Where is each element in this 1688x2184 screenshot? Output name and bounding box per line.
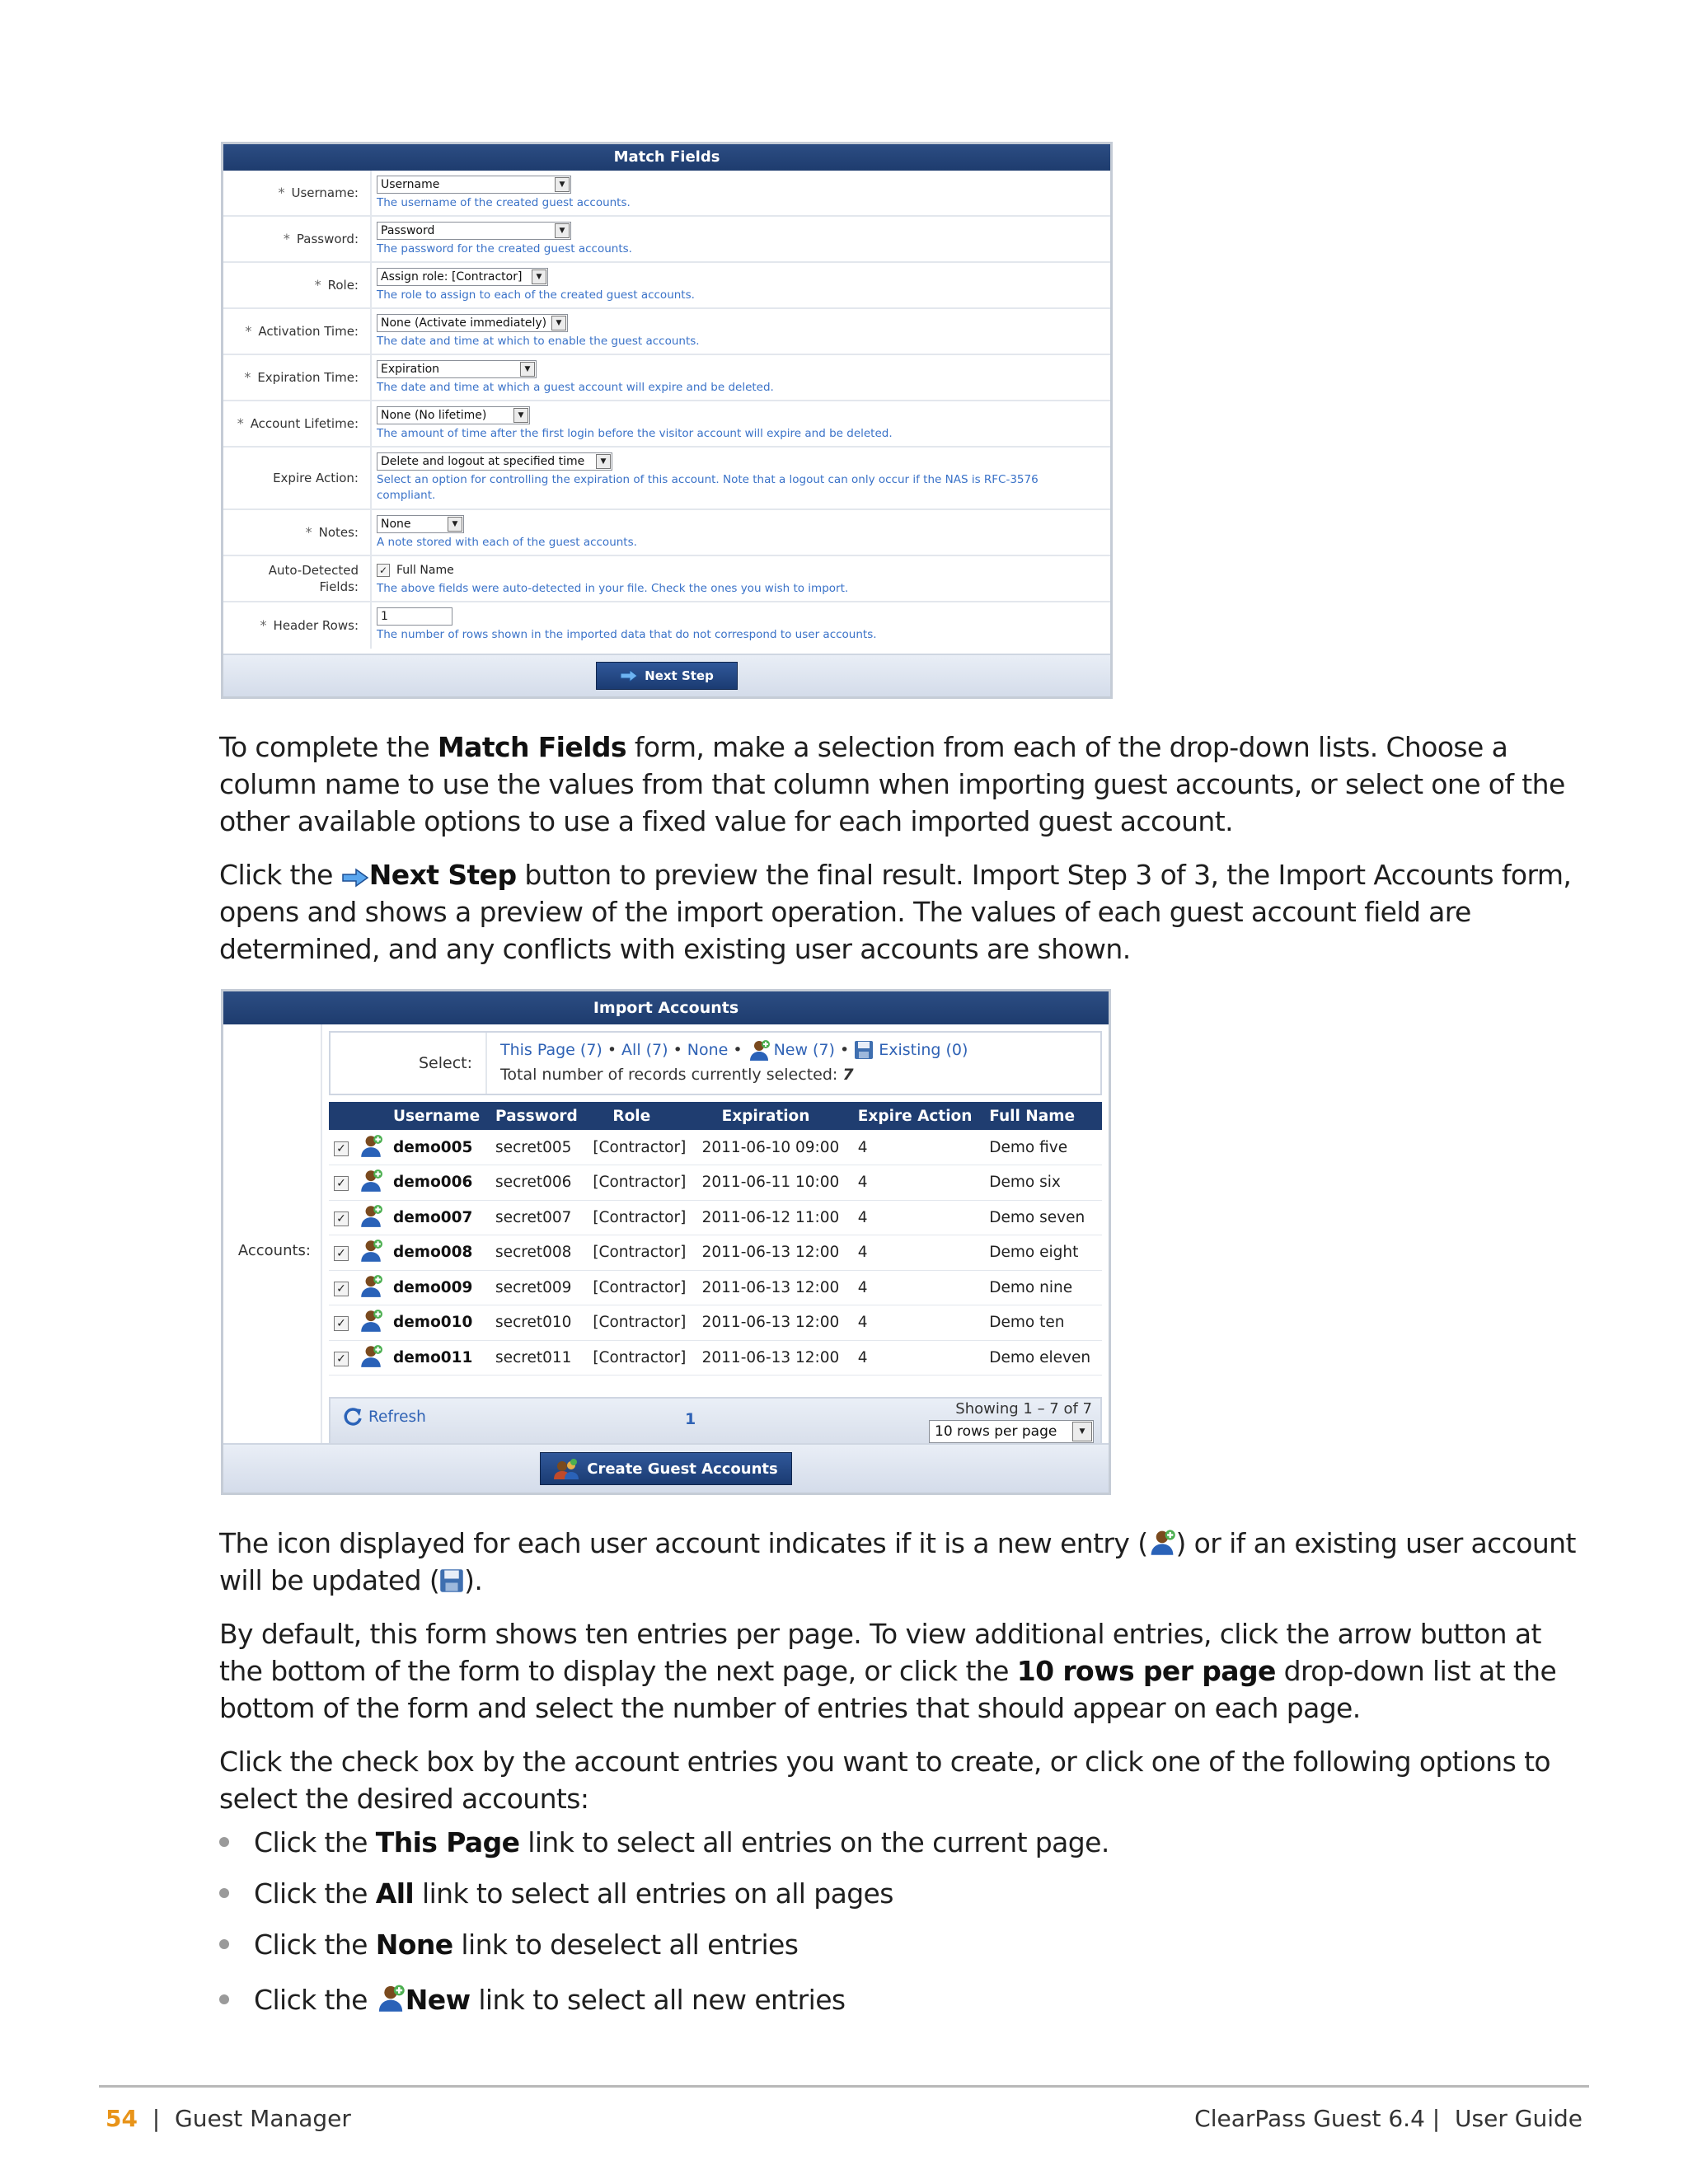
next-step-button[interactable]: Next Step <box>596 662 738 690</box>
field-label: Expiration Time: <box>257 370 359 385</box>
col-password[interactable]: Password <box>490 1102 588 1130</box>
new-user-icon <box>1148 1528 1176 1556</box>
bullet-new: Click the New link to select all new entries <box>219 1983 846 2016</box>
chevron-down-icon: ▼ <box>532 269 546 284</box>
refresh-icon <box>342 1407 363 1427</box>
chevron-down-icon: ▼ <box>520 362 535 377</box>
cell-username: demo006 <box>388 1165 490 1201</box>
col-role[interactable]: Role <box>588 1102 696 1130</box>
form-row-auto-detected-fields <box>223 556 1110 602</box>
paragraph-icon-legend: The icon displayed for each user account indicates if it is a new entry ( ) or if an existing user account will be updated ( ). <box>219 1527 1576 1596</box>
table-row[interactable] <box>329 1235 1102 1271</box>
cell-role: [Contractor] <box>588 1165 696 1201</box>
cell-expiration: 2011-06-13 12:00 <box>697 1235 853 1271</box>
cell-icon <box>354 1340 388 1376</box>
link-all[interactable]: All (7) <box>621 1041 668 1059</box>
activation-time-select[interactable]: None (Activate immediately) ▼ <box>377 314 568 332</box>
cell-role: [Contractor] <box>588 1200 696 1235</box>
cell-role: [Contractor] <box>588 1235 696 1271</box>
form-row-header-rows: * Header Rows: 1 The number of rows shown in the imported data that do not correspond to user accounts. <box>223 602 1110 649</box>
field-hint: The number of rows shown in the imported data that do not correspond to user accounts. <box>377 628 877 641</box>
cell-icon <box>354 1235 388 1271</box>
cell-full-name: Demo eleven <box>984 1340 1102 1376</box>
bullet-all: Click the All link to select all entries on all pages <box>219 1877 893 1910</box>
cell-full-name: Demo five <box>984 1130 1102 1165</box>
cell-password: secret007 <box>490 1200 588 1235</box>
field-hint: The role to assign to each of the created guest accounts. <box>377 288 695 302</box>
field-hint: The above fields were auto-detected in your file. Check the ones you wish to import. <box>377 582 849 595</box>
cell-password: secret005 <box>490 1130 588 1165</box>
new-user-icon <box>376 1983 406 2013</box>
footer-right <box>1194 2105 1582 2132</box>
field-hint: The date and time at which to enable the guest accounts. <box>377 335 700 348</box>
expire-action-select[interactable]: Delete and logout at specified time ▼ <box>377 452 612 471</box>
row-checkbox[interactable]: ✓ <box>334 1282 349 1296</box>
form-row-username: * Username: Username ▼ The username of the created guest accounts. <box>223 171 1110 217</box>
cell-password: secret011 <box>490 1340 588 1376</box>
expiration-time-select[interactable]: Expiration ▼ <box>377 360 537 378</box>
field-label: Header Rows: <box>273 618 359 633</box>
rows-per-page-select[interactable]: 10 rows per page ▼ <box>929 1420 1094 1443</box>
refresh-button[interactable]: Refresh <box>342 1407 426 1427</box>
match-fields-form <box>221 142 1113 699</box>
section-name: Guest Manager <box>175 2105 351 2132</box>
cell-icon <box>354 1305 388 1341</box>
link-this-page[interactable]: This Page (7) <box>500 1041 603 1059</box>
role-select[interactable]: Assign role: [Contractor] ▼ <box>377 268 548 286</box>
arrow-right-icon <box>341 868 369 888</box>
notes-select[interactable]: None ▼ <box>377 515 464 533</box>
cell-icon <box>354 1165 388 1201</box>
new-user-icon <box>748 1039 771 1061</box>
cell-password: secret010 <box>490 1305 588 1341</box>
chevron-down-icon: ▼ <box>513 408 528 423</box>
create-accounts-icon <box>554 1458 579 1479</box>
chevron-down-icon: ▼ <box>551 316 566 330</box>
form-row-notes: * Notes: None ▼ A note stored with each of the guest accounts. <box>223 510 1110 556</box>
cell-icon <box>329 1340 354 1376</box>
link-new[interactable]: New (7) <box>773 1041 835 1059</box>
create-guest-accounts-button[interactable]: Create Guest Accounts <box>540 1452 792 1485</box>
cell-expire-action: 4 <box>853 1305 984 1341</box>
header-rows-input[interactable]: 1 <box>377 607 452 626</box>
cell-expire-action: 4 <box>853 1130 984 1165</box>
form-row-role: * Role: Assign role: [Contractor] ▼ The role to assign to each of the created guest accounts. <box>223 263 1110 309</box>
row-checkbox[interactable]: ✓ <box>334 1141 349 1156</box>
cell-username: demo007 <box>388 1200 490 1235</box>
table-footer <box>329 1397 1102 1448</box>
page-number: 54 <box>106 2105 138 2132</box>
form-row-expiration-time: * Expiration Time: Expiration ▼ The date and time at which a guest account will expire and be deleted. <box>223 355 1110 401</box>
cell-full-name: Demo nine <box>984 1270 1102 1305</box>
col-full-name[interactable]: Full Name <box>984 1102 1102 1130</box>
cell-username: demo009 <box>388 1270 490 1305</box>
chevron-down-icon: ▼ <box>555 223 570 238</box>
field-label: Auto-Detected Fields: <box>268 563 359 594</box>
full-name-checkbox[interactable]: ✓ <box>377 564 390 577</box>
footer-divider <box>99 2085 1589 2088</box>
accounts-table <box>329 1102 1102 1376</box>
table-row[interactable] <box>329 1200 1102 1235</box>
cell-expiration: 2011-06-10 09:00 <box>697 1130 853 1165</box>
new-user-icon <box>359 1309 383 1332</box>
field-hint: Select an option for controlling the expiration of this account. Note that a logout can only occur if the NAS is RFC-3576 compliant. <box>377 473 1039 502</box>
cell-password: secret009 <box>490 1270 588 1305</box>
link-none[interactable]: None <box>687 1041 729 1059</box>
row-checkbox[interactable]: ✓ <box>334 1246 349 1261</box>
row-checkbox[interactable]: ✓ <box>334 1352 349 1366</box>
form-row-account-lifetime: * Account Lifetime: None (No lifetime) ▼ The amount of time after the first login before the visitor account will expire and be deleted. <box>223 401 1110 448</box>
cell-username: demo008 <box>388 1235 490 1271</box>
row-checkbox[interactable]: ✓ <box>334 1316 349 1331</box>
import-footer <box>223 1443 1109 1493</box>
col-username[interactable]: Username <box>388 1102 490 1130</box>
checkbox-label: Full Name <box>396 564 454 577</box>
form-footer <box>223 654 1110 696</box>
new-user-icon <box>359 1134 383 1157</box>
cell-icon <box>354 1130 388 1165</box>
cell-role: [Contractor] <box>588 1130 696 1165</box>
link-existing[interactable]: Existing (0) <box>879 1041 968 1059</box>
field-label: Account Lifetime: <box>250 416 359 431</box>
cell-full-name: Demo ten <box>984 1305 1102 1341</box>
field-label: Activation Time: <box>258 324 359 339</box>
accounts-label: Accounts: <box>223 1024 322 1476</box>
cell-icon <box>329 1200 354 1235</box>
doc-name: User Guide <box>1455 2105 1582 2132</box>
cell-role: [Contractor] <box>588 1305 696 1341</box>
col-expiration[interactable]: Expiration <box>697 1102 853 1130</box>
cell-expire-action: 4 <box>853 1235 984 1271</box>
new-user-icon <box>359 1239 383 1262</box>
cell-icon <box>354 1270 388 1305</box>
chevron-down-icon: ▼ <box>448 517 462 532</box>
cell-expiration: 2011-06-11 10:00 <box>697 1165 853 1201</box>
cell-password: secret008 <box>490 1235 588 1271</box>
product-name: ClearPass Guest 6.4 | <box>1194 2105 1441 2132</box>
cell-expiration: 2011-06-13 12:00 <box>697 1270 853 1305</box>
page-number-link[interactable]: 1 <box>685 1410 696 1428</box>
cell-username: demo005 <box>388 1130 490 1165</box>
new-user-icon <box>359 1169 383 1192</box>
paragraph-default-entries: By default, this form shows ten entries per page. To view additional entries, click the arrow button at the bottom of the form to display the next page, or click the 10 rows per page drop-down list at the bottom of the form and select the number of entries that should appear on each page. <box>219 1618 1557 1724</box>
field-hint: The password for the created guest accounts. <box>377 242 632 255</box>
password-select[interactable]: Password ▼ <box>377 222 571 240</box>
cell-expiration: 2011-06-12 11:00 <box>697 1200 853 1235</box>
cell-expire-action: 4 <box>853 1200 984 1235</box>
account-lifetime-select[interactable]: None (No lifetime) ▼ <box>377 406 530 424</box>
selection-bar: Select: This Page (7) • All (7) • None • New (7) • Existing (0) Total number of records currently selected: 7 <box>329 1031 1102 1095</box>
field-label: Password: <box>296 232 359 246</box>
paragraph-next-step: Click the Next Step button to preview the final result. Import Step 3 of 3, the Import Accounts form, opens and shows a preview of the import operation. The values of each guest account field are determined, and any conflicts with existing user accounts are shown. <box>219 859 1572 965</box>
cell-full-name: Demo eight <box>984 1235 1102 1271</box>
field-hint: The amount of time after the first login before the visitor account will expire and be deleted. <box>377 427 893 440</box>
form-row-activation-time: * Activation Time: None (Activate immediately) ▼ The date and time at which to enable the guest accounts. <box>223 309 1110 355</box>
cell-username: demo011 <box>388 1340 490 1376</box>
import-accounts-form <box>221 989 1111 1495</box>
chevron-down-icon: ▼ <box>1072 1422 1092 1441</box>
paragraph-select-options: Click the check box by the account entries you want to create, or click one of the following options to select the desired accounts: <box>219 1746 1551 1815</box>
field-label: Username: <box>291 185 359 200</box>
cell-expiration: 2011-06-13 12:00 <box>697 1305 853 1341</box>
cell-full-name: Demo seven <box>984 1200 1102 1235</box>
table-row[interactable] <box>329 1165 1102 1201</box>
cell-icon <box>329 1130 354 1165</box>
new-user-icon <box>359 1204 383 1227</box>
cell-icon <box>329 1165 354 1201</box>
field-hint: A note stored with each of the guest accounts. <box>377 536 637 549</box>
field-label: Expire Action: <box>273 471 359 485</box>
total-selected: Total number of records currently selected: 7 <box>500 1066 854 1084</box>
username-select[interactable]: Username ▼ <box>377 176 571 194</box>
table-row[interactable] <box>329 1130 1102 1165</box>
row-checkbox[interactable]: ✓ <box>334 1212 349 1226</box>
field-label: Notes: <box>318 525 359 540</box>
cell-role: [Contractor] <box>588 1270 696 1305</box>
bullet-none: Click the None link to deselect all entries <box>219 1929 798 1961</box>
select-label: Select: <box>331 1033 487 1094</box>
table-row[interactable] <box>329 1305 1102 1341</box>
cell-icon <box>354 1200 388 1235</box>
cell-expire-action: 4 <box>853 1270 984 1305</box>
col-expire-action[interactable]: Expire Action <box>853 1102 984 1130</box>
cell-icon <box>329 1305 354 1341</box>
table-header-row <box>329 1102 1102 1130</box>
form-row-expire-action <box>223 448 1110 510</box>
cell-full-name: Demo six <box>984 1165 1102 1201</box>
import-accounts-title: Import Accounts <box>223 991 1109 1024</box>
new-user-icon <box>359 1274 383 1297</box>
field-label: Role: <box>327 278 359 293</box>
new-user-icon <box>359 1344 383 1367</box>
field-hint: The username of the created guest accounts. <box>377 196 631 209</box>
showing-count: Showing 1 – 7 of 7 <box>955 1400 1092 1418</box>
field-hint: The date and time at which a guest account will expire and be deleted. <box>377 381 774 394</box>
floppy-disk-icon <box>854 1040 874 1060</box>
cell-expire-action: 4 <box>853 1340 984 1376</box>
row-checkbox[interactable]: ✓ <box>334 1176 349 1191</box>
table-row[interactable] <box>329 1340 1102 1376</box>
table-row[interactable] <box>329 1270 1102 1305</box>
chevron-down-icon: ▼ <box>596 454 611 469</box>
arrow-right-icon <box>620 670 638 682</box>
cell-icon <box>329 1270 354 1305</box>
cell-password: secret006 <box>490 1165 588 1201</box>
cell-username: demo010 <box>388 1305 490 1341</box>
cell-icon <box>329 1235 354 1271</box>
paragraph-match-fields: To complete the Match Fields form, make a selection from each of the drop-down lists. Choose a column name to use the values from that column when importing guest accounts, or select one of the other available options to use a fixed value for each imported guest account. <box>219 731 1565 837</box>
match-fields-title: Match Fields <box>223 144 1110 171</box>
cell-expire-action: 4 <box>853 1165 984 1201</box>
floppy-disk-icon <box>439 1568 464 1593</box>
chevron-down-icon: ▼ <box>555 177 570 192</box>
form-row-password: * Password: Password ▼ The password for the created guest accounts. <box>223 217 1110 263</box>
cell-role: [Contractor] <box>588 1340 696 1376</box>
footer-left: 54 | Guest Manager <box>106 2105 351 2132</box>
cell-expiration: 2011-06-13 12:00 <box>697 1340 853 1376</box>
bullet-this-page: Click the This Page link to select all entries on the current page. <box>219 1826 1109 1858</box>
